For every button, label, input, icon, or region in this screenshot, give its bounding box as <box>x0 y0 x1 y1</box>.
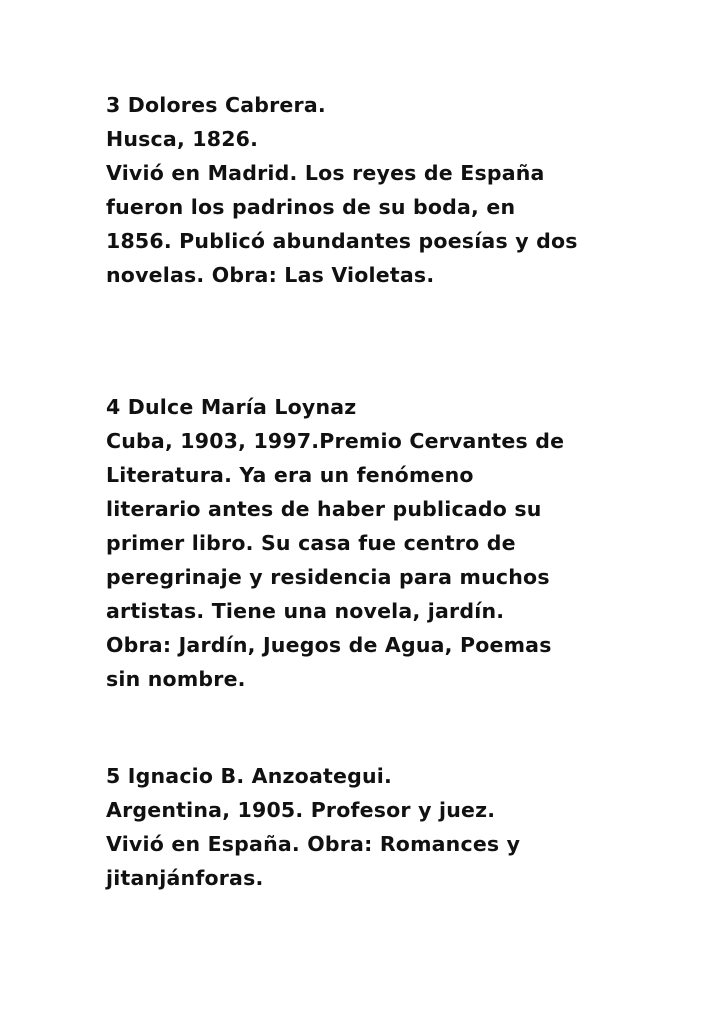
author-entry-dolores-cabrera <box>106 88 706 292</box>
entry-heading: 3 Dolores Cabrera. <box>106 93 326 117</box>
entry-text-line: literario antes de haber publicado su <box>106 497 542 521</box>
entry-text-line: fueron los padrinos de su boda, en <box>106 195 516 219</box>
entry-text-line: Obra: Jardín, Juegos de Agua, Poemas <box>106 633 552 657</box>
entry-text-line: Literatura. Ya era un fenómeno <box>106 463 474 487</box>
entry-heading: 5 Ignacio B. Anzoategui. <box>106 764 392 788</box>
entry-text-line: jitanjánforas. <box>106 866 264 890</box>
entry-text-line: peregrinaje y residencia para muchos <box>106 565 550 589</box>
author-entry-ignacio-anzoategui <box>106 759 706 895</box>
entry-text-line: artistas. Tiene una novela, jardín. <box>106 599 505 623</box>
entry-text-line: Vivió en España. Obra: Romances y <box>106 832 521 856</box>
author-entry-dulce-maria-loynaz <box>106 390 706 696</box>
entry-text-line: novelas. Obra: Las Violetas. <box>106 263 435 287</box>
entry-text-line: Husca, 1826. <box>106 127 259 151</box>
entry-text-line: sin nombre. <box>106 667 246 691</box>
entry-text-line: primer libro. Su casa fue centro de <box>106 531 516 555</box>
entry-heading: 4 Dulce María Loynaz <box>106 395 357 419</box>
entry-text-line: 1856. Publicó abundantes poesías y dos <box>106 229 578 253</box>
entry-text-line: Cuba, 1903, 1997.Premio Cervantes de <box>106 429 565 453</box>
entry-text-line: Argentina, 1905. Profesor y juez. <box>106 798 496 822</box>
entry-text-line: Vivió en Madrid. Los reyes de España <box>106 161 545 185</box>
